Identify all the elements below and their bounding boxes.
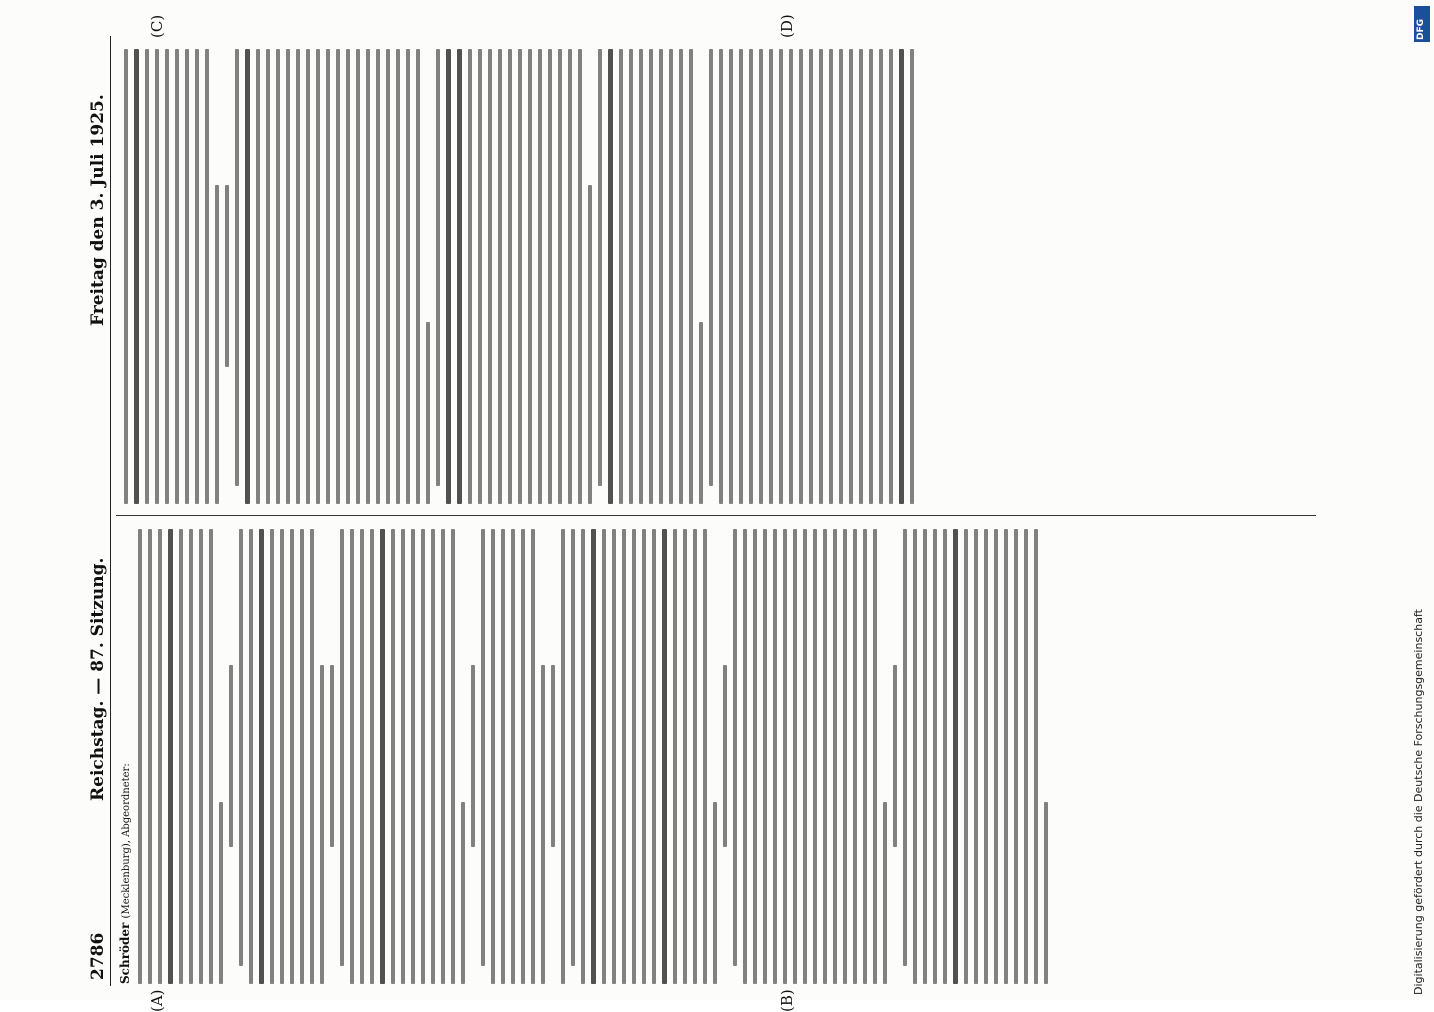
text-line-placeholder: [225, 186, 229, 368]
text-line-placeholder: [843, 529, 847, 984]
text-column-right: [118, 49, 1318, 504]
text-line-placeholder: [249, 529, 253, 984]
text-line-placeholder: [879, 49, 883, 504]
text-line-placeholder: [189, 529, 193, 984]
text-line-placeholder: [446, 49, 451, 504]
text-line-placeholder: [910, 49, 914, 504]
text-line-placeholder: [185, 49, 189, 504]
text-line-placeholder: [1024, 529, 1028, 984]
digitization-note: Digitalisierung gefördert durch die Deutsche Forschungsgemeinschaft: [1412, 609, 1425, 995]
text-line-placeholder: [598, 49, 602, 486]
dfg-logo: [1414, 6, 1430, 42]
text-line-placeholder: [386, 49, 390, 504]
text-line-placeholder: [266, 49, 270, 504]
text-line-placeholder: [994, 529, 998, 984]
text-line-placeholder: [612, 529, 616, 984]
text-line-placeholder: [1034, 529, 1038, 984]
text-line-placeholder: [799, 49, 803, 504]
text-line-placeholder: [518, 49, 522, 504]
text-line-placeholder: [739, 49, 743, 504]
text-line-placeholder: [779, 49, 783, 504]
text-line-placeholder: [602, 529, 606, 984]
text-line-placeholder: [431, 529, 435, 984]
text-line-placeholder: [588, 186, 592, 505]
text-line-placeholder: [256, 49, 260, 504]
text-line-placeholder: [923, 529, 927, 984]
text-line-placeholder: [340, 529, 344, 966]
text-line-placeholder: [629, 49, 633, 504]
text-line-placeholder: [296, 49, 300, 504]
text-line-placeholder: [326, 49, 330, 504]
text-line-placeholder: [451, 529, 455, 984]
text-line-placeholder: [511, 529, 515, 984]
text-line-placeholder: [508, 49, 512, 504]
text-line-placeholder: [346, 49, 350, 504]
text-line-placeholder: [541, 666, 545, 985]
text-line-placeholder: [803, 529, 807, 984]
text-line-placeholder: [699, 322, 703, 504]
text-line-placeholder: [769, 49, 773, 504]
header-rule: [110, 36, 111, 986]
text-line-placeholder: [366, 49, 370, 504]
text-line-placeholder: [259, 529, 264, 984]
speaker-note: (Mecklenburg), Abgeordneter:: [121, 763, 132, 919]
text-line-placeholder: [659, 49, 663, 504]
text-line-placeholder: [411, 529, 415, 984]
text-line-placeholder: [276, 49, 280, 504]
text-line-placeholder: [320, 666, 324, 985]
text-line-placeholder: [215, 186, 219, 505]
text-line-placeholder: [853, 529, 857, 984]
text-line-placeholder: [813, 529, 817, 984]
text-line-placeholder: [689, 49, 693, 504]
text-line-placeholder: [356, 49, 360, 504]
text-line-placeholder: [632, 529, 636, 984]
text-line-placeholder: [639, 49, 643, 504]
body-text-left: [138, 529, 1048, 984]
text-line-placeholder: [270, 529, 274, 984]
text-line-placeholder: [833, 529, 837, 984]
text-line-placeholder: [538, 49, 542, 504]
text-line-placeholder: [703, 529, 707, 984]
text-line-placeholder: [168, 529, 173, 984]
text-line-placeholder: [789, 49, 793, 504]
text-line-placeholder: [649, 49, 653, 504]
text-line-placeholder: [360, 529, 364, 984]
text-line-placeholder: [749, 49, 753, 504]
text-line-placeholder: [591, 529, 596, 984]
text-line-placeholder: [984, 529, 988, 984]
text-line-placeholder: [1044, 802, 1048, 984]
text-line-placeholder: [743, 529, 747, 984]
text-line-placeholder: [1004, 529, 1008, 984]
text-line-placeholder: [809, 49, 813, 504]
text-line-placeholder: [300, 529, 304, 984]
text-line-placeholder: [396, 49, 400, 504]
text-line-placeholder: [350, 529, 354, 984]
text-line-placeholder: [370, 529, 374, 984]
text-line-placeholder: [441, 529, 445, 984]
text-line-placeholder: [205, 49, 209, 504]
text-line-placeholder: [124, 49, 128, 504]
text-line-placeholder: [229, 666, 233, 848]
dfg-logo-text: DFG: [1416, 18, 1426, 40]
text-line-placeholder: [839, 49, 843, 504]
text-line-placeholder: [457, 49, 462, 504]
text-line-placeholder: [578, 49, 582, 504]
text-line-placeholder: [380, 529, 385, 984]
text-line-placeholder: [913, 529, 917, 984]
text-line-placeholder: [426, 322, 430, 504]
text-line-placeholder: [863, 529, 867, 984]
text-line-placeholder: [662, 529, 667, 984]
text-line-placeholder: [158, 529, 162, 984]
text-line-placeholder: [401, 529, 405, 984]
text-line-placeholder: [693, 529, 697, 984]
text-line-placeholder: [679, 49, 683, 504]
margin-marker-c: (C): [148, 14, 166, 38]
text-line-placeholder: [873, 529, 877, 984]
text-line-placeholder: [953, 529, 958, 984]
text-line-placeholder: [416, 49, 420, 504]
margin-marker-b: (B): [778, 989, 796, 1012]
text-line-placeholder: [783, 529, 787, 984]
text-line-placeholder: [608, 49, 613, 504]
text-line-placeholder: [209, 529, 213, 984]
text-line-placeholder: [330, 666, 334, 848]
text-line-placeholder: [561, 529, 565, 984]
text-line-placeholder: [558, 49, 562, 504]
text-line-placeholder: [823, 529, 827, 984]
text-line-placeholder: [148, 529, 152, 984]
text-line-placeholder: [723, 666, 727, 848]
text-column-left: [118, 529, 1318, 984]
text-line-placeholder: [581, 529, 585, 984]
text-line-placeholder: [219, 802, 223, 984]
text-line-placeholder: [235, 49, 239, 486]
text-line-placeholder: [903, 529, 907, 966]
session-title: Reichstag. — 87. Sitzung.: [88, 557, 108, 801]
text-line-placeholder: [199, 529, 203, 984]
text-line-placeholder: [145, 49, 149, 504]
text-line-placeholder: [245, 49, 250, 504]
text-line-placeholder: [280, 529, 284, 984]
text-line-placeholder: [478, 49, 482, 504]
text-line-placeholder: [763, 529, 767, 984]
text-line-placeholder: [306, 49, 310, 504]
text-line-placeholder: [468, 49, 472, 504]
text-line-placeholder: [436, 49, 440, 486]
text-line-placeholder: [134, 49, 139, 504]
text-line-placeholder: [933, 529, 937, 984]
text-line-placeholder: [683, 529, 687, 984]
body-text-right: [124, 49, 914, 504]
text-line-placeholder: [571, 529, 575, 966]
text-line-placeholder: [652, 529, 656, 984]
text-line-placeholder: [943, 529, 947, 984]
text-line-placeholder: [421, 529, 425, 984]
text-line-placeholder: [819, 49, 823, 504]
text-line-placeholder: [488, 49, 492, 504]
text-line-placeholder: [521, 529, 525, 984]
text-line-placeholder: [551, 666, 555, 848]
margin-marker-d: (D): [778, 14, 796, 38]
text-line-placeholder: [859, 49, 863, 504]
text-line-placeholder: [893, 666, 897, 848]
running-head: [88, 36, 110, 986]
text-line-placeholder: [673, 529, 677, 984]
text-line-placeholder: [733, 529, 737, 966]
text-line-placeholder: [471, 666, 475, 848]
text-line-placeholder: [165, 49, 169, 504]
text-line-placeholder: [498, 49, 502, 504]
text-line-placeholder: [155, 49, 159, 504]
text-line-placeholder: [195, 49, 199, 504]
text-line-placeholder: [239, 529, 243, 966]
text-line-placeholder: [461, 802, 465, 984]
text-line-placeholder: [889, 49, 893, 504]
rotated-page-content: [88, 14, 1338, 1012]
text-line-placeholder: [974, 529, 978, 984]
text-line-placeholder: [179, 529, 183, 984]
text-line-placeholder: [669, 49, 673, 504]
text-line-placeholder: [753, 529, 757, 984]
session-date: Freitag den 3. Juli 1925.: [88, 94, 108, 326]
text-line-placeholder: [729, 49, 733, 504]
margin-marker-a: (A): [148, 989, 166, 1012]
page-number: 2786: [88, 932, 108, 980]
column-divider: [116, 515, 1316, 516]
text-line-placeholder: [719, 49, 723, 504]
text-line-placeholder: [531, 529, 535, 984]
text-line-placeholder: [899, 49, 904, 504]
text-line-placeholder: [869, 49, 873, 504]
text-line-placeholder: [336, 49, 340, 504]
text-line-placeholder: [528, 49, 532, 504]
text-line-placeholder: [138, 529, 142, 984]
text-line-placeholder: [501, 529, 505, 984]
text-line-placeholder: [713, 802, 717, 984]
speaker-line: [118, 529, 132, 984]
text-line-placeholder: [548, 49, 552, 504]
text-line-placeholder: [286, 49, 290, 504]
text-line-placeholder: [829, 49, 833, 504]
text-line-placeholder: [619, 49, 623, 504]
text-line-placeholder: [1014, 529, 1018, 984]
text-line-placeholder: [406, 49, 410, 504]
speaker-name: Schröder: [118, 922, 132, 984]
text-line-placeholder: [849, 49, 853, 504]
text-line-placeholder: [310, 529, 314, 984]
text-line-placeholder: [964, 529, 968, 984]
text-line-placeholder: [175, 49, 179, 504]
text-line-placeholder: [759, 49, 763, 504]
text-line-placeholder: [376, 49, 380, 504]
text-line-placeholder: [491, 529, 495, 984]
text-line-placeholder: [622, 529, 626, 984]
text-line-placeholder: [481, 529, 485, 966]
text-line-placeholder: [316, 49, 320, 504]
text-line-placeholder: [642, 529, 646, 984]
text-line-placeholder: [290, 529, 294, 984]
text-line-placeholder: [883, 802, 887, 984]
text-line-placeholder: [793, 529, 797, 984]
text-line-placeholder: [568, 49, 572, 504]
text-line-placeholder: [709, 49, 713, 486]
text-line-placeholder: [391, 529, 395, 984]
text-line-placeholder: [773, 529, 777, 984]
